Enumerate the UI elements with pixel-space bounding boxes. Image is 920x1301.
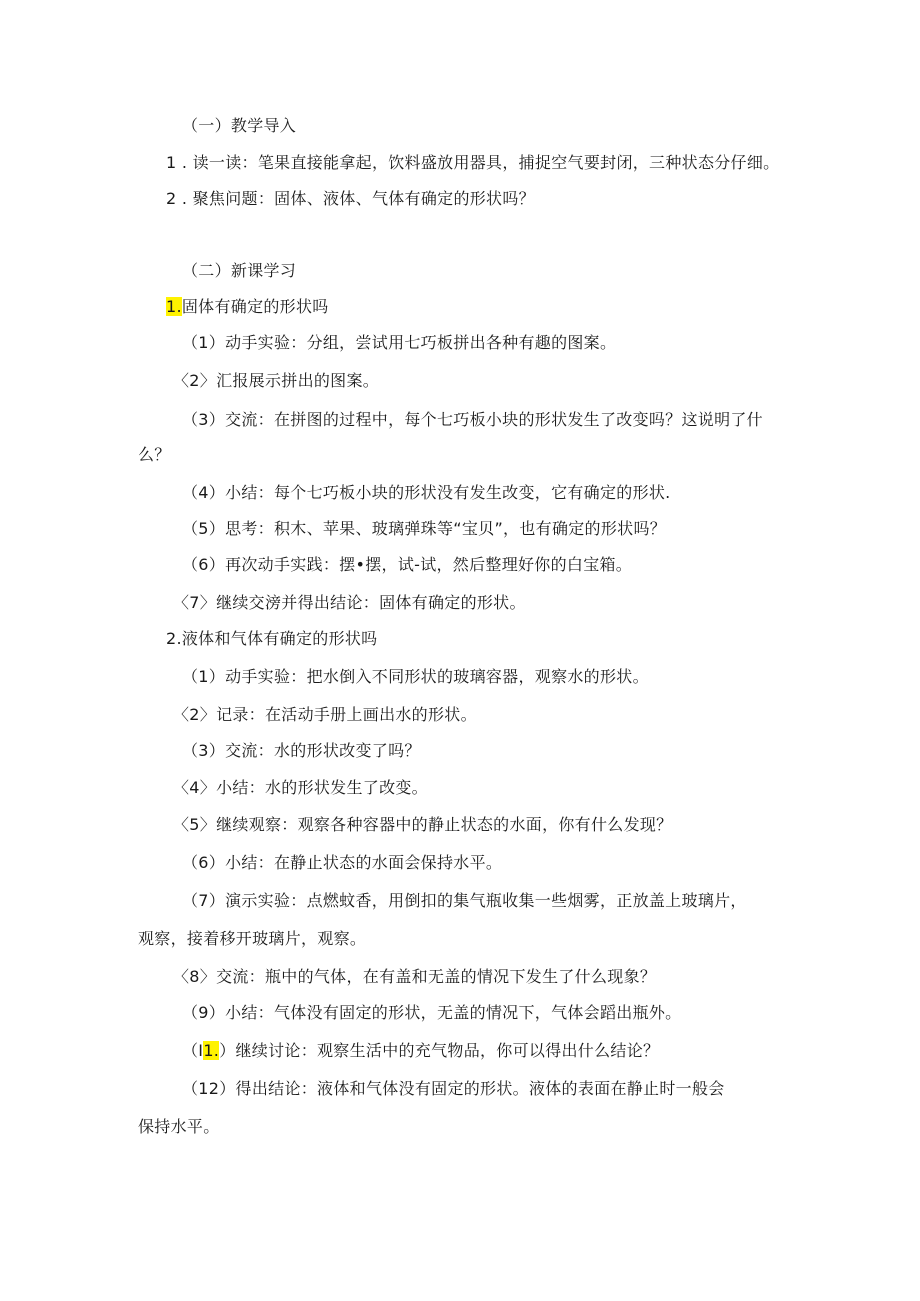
step-line: 〈2〉汇报展示拼出的图案。 [173,371,380,390]
step-10-text: ）继续讨论：观察生活中的充气物品，你可以得出什么结论？ [219,1041,660,1060]
step-line: 〈2〉记录：在活动手册上画出水的形状。 [173,705,477,724]
step-line: 〈4〉小结：水的形状发生了改变。 [173,778,428,797]
step-line-continuation: 观察，接着移开玻璃片，观察。 [138,929,367,948]
step-line: （3）交流：水的形状改变了吗？ [182,741,421,760]
step-line: 〈7〉继续交滂并得出结论：固体有确定的形状。 [173,593,526,612]
step-line: （1）动手实验：分组，尝试用七巧板拼出各种有趣的图案。 [182,333,617,352]
section-heading-intro: （一）教学导入 [182,116,297,135]
step-line: （4）小结：每个七巧板小块的形状没有发生改变，它有确定的形状. [182,483,671,502]
step-line: （1）动手实验：把水倒入不同形状的玻璃容器，观察水的形状。 [182,667,649,686]
step-line-12: （12）得出结论：液体和气体没有固定的形状。液体的表面在静止时一般会 [182,1079,725,1098]
step-line: 〈8〉交流：瓶中的气体，在有盖和无盖的情况下发生了什么现象？ [173,967,657,986]
step-line-continuation: 保持水平。 [138,1117,220,1136]
step-line-10 [182,1040,659,1062]
step-line: （5）思考：积木、苹果、玻璃弹珠等“宝贝”，也有确定的形状吗？ [182,519,667,538]
intro-item-2: 2 . 聚焦问题：固体、液体、气体有确定的形状吗？ [166,189,535,208]
highlight-mark: 1. [166,297,182,316]
highlight-mark: 1. [203,1041,220,1060]
subsection-2-heading: 2.液体和气体有确定的形状吗 [166,629,378,648]
step-line: （7）演示实验：点燃蚊香，用倒扣的集气瓶收集一些烟雾，正放盖上玻璃片， [182,891,747,910]
step-line: （6）再次动手实践：摆•摆，试-试，然后整理好你的白宝箱。 [182,555,633,574]
step-line: （6）小结：在静止状态的水面会保持水平。 [182,853,503,872]
step-line-continuation: 么？ [138,445,171,464]
step-line: （9）小结：气体没有固定的形状，无盖的情况下，气体会蹈出瓶外。 [182,1003,682,1022]
subsection-1-heading [166,296,329,318]
section-heading-new-lesson: （二）新课学习 [182,261,297,280]
step-10-prefix: （I [182,1041,204,1060]
intro-item-1: 1 . 读一读：笔果直接能拿起，饮料盛放用器具，捕捉空气要封闭，三种状态分仔细。 [166,153,780,172]
subsection-1-title: 固体有确定的形状吗 [181,297,329,316]
step-line: （3）交流：在拼图的过程中，每个七巧板小块的形状发生了改变吗？这说明了什 [182,410,763,429]
step-line: 〈5〉继续观察：观察各种容器中的静止状态的水面，你有什么发现？ [173,815,673,834]
